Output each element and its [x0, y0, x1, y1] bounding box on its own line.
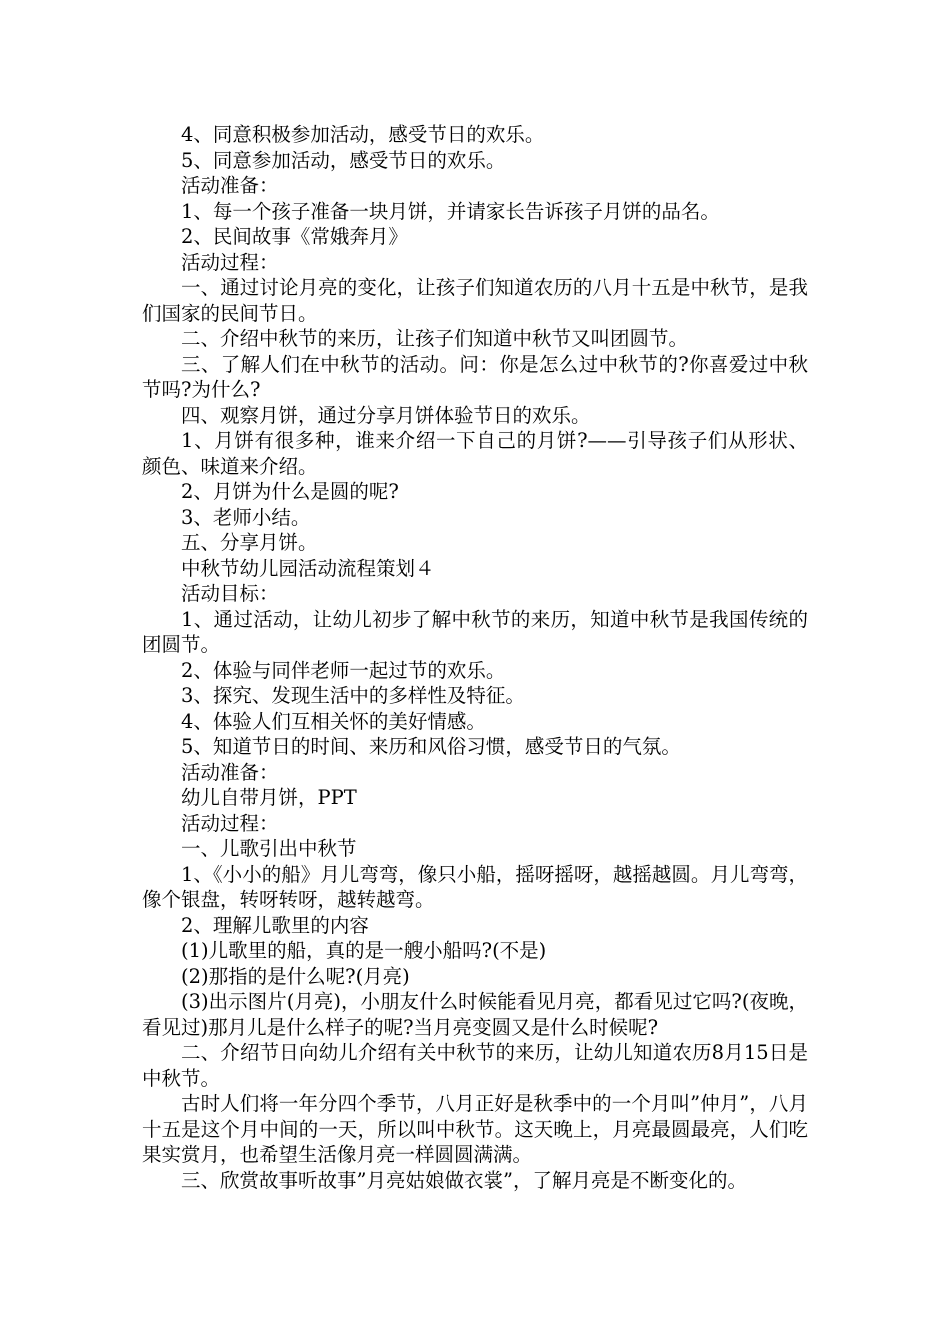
paragraph: 幼儿自带月饼，PPT [181, 786, 357, 809]
section-heading: 活动准备： [181, 174, 279, 197]
paragraph: (3)出示图片(月亮)，小朋友什么时候能看见月亮，都看见过它吗?(夜晚，看见过)那月儿是什么样子的呢?当月亮变圆又是什么时候呢? [142, 990, 808, 1039]
paragraph: 古时人们将一年分四个季节，八月正好是秋季中的一个月叫”仲月”，八月十五是这个月中间的一天，所以叫中秋节。这天晚上，月亮最圆最亮，人们吃果实赏月，也希望生活像月亮一样圆圆满满。 [142, 1092, 808, 1166]
paragraph: 二、介绍节日向幼儿介绍有关中秋节的来历，让幼儿知道农历8月15日是中秋节。 [142, 1041, 808, 1090]
paragraph: 四、观察月饼，通过分享月饼体验节日的欢乐。 [181, 403, 591, 427]
paragraph: 3、老师小结。 [181, 505, 311, 529]
paragraph: 一、儿歌引出中秋节 [181, 837, 357, 860]
section-heading: 活动过程： [181, 811, 279, 835]
section-heading: 活动准备： [181, 760, 279, 784]
paragraph: (1)儿歌里的船，真的是一艘小船吗?(不是) [181, 939, 547, 962]
paragraph: 2、民间故事《常娥奔月》 [181, 225, 408, 248]
paragraph: 二、介绍中秋节的来历，让孩子们知道中秋节又叫团圆节。 [181, 327, 689, 350]
paragraph: 一、通过讨论月亮的变化，让孩子们知道农历的八月十五是中秋节，是我们国家的民间节日。 [142, 276, 808, 325]
paragraph: 2、理解儿歌里的内容 [181, 913, 369, 937]
paragraph: 三、了解人们在中秋节的活动。问：你是怎么过中秋节的?你喜爱过中秋节吗?为什么? [142, 352, 808, 401]
paragraph: 1、通过活动，让幼儿初步了解中秋节的来历，知道中秋节是我国传统的团圆节。 [142, 607, 808, 656]
paragraph: 1、《小小的船》月儿弯弯，像只小船，摇呀摇呀，越摇越圆。月儿弯弯，像个银盘，转呀转呀，越转越弯。 [142, 862, 808, 911]
paragraph: 4、体验人们互相关怀的美好情感。 [181, 709, 486, 733]
section-heading: 活动目标： [181, 582, 279, 605]
paragraph: 5、知道节日的时间、来历和风俗习惯，感受节日的气氛。 [181, 735, 681, 758]
paragraph: 三、欣赏故事听故事”月亮姑娘做衣裳”，了解月亮是不断变化的。 [181, 1168, 747, 1192]
paragraph: 1、月饼有很多种，谁来介绍一下自己的月饼?——引导孩子们从形状、颜色、味道来介绍。 [142, 429, 808, 478]
paragraph: 3、探究、发现生活中的多样性及特征。 [181, 684, 525, 707]
paragraph: (2)那指的是什么呢?(月亮) [181, 964, 410, 988]
document-body [142, 122, 808, 1193]
paragraph: 4、同意积极参加活动，感受节日的欢乐。 [181, 123, 545, 146]
paragraph: 2、月饼为什么是圆的呢? [181, 480, 399, 503]
paragraph: 五、分享月饼。 [181, 531, 318, 554]
paragraph: 1、每一个孩子准备一块月饼，并请家长告诉孩子月饼的品名。 [181, 199, 720, 223]
section-heading: 活动过程： [181, 250, 279, 274]
paragraph: 5、同意参加活动，感受节日的欢乐。 [181, 148, 506, 172]
paragraph: 2、体验与同伴老师一起过节的欢乐。 [181, 658, 506, 682]
document-section-title: 中秋节幼儿园活动流程策划４ [181, 556, 435, 580]
